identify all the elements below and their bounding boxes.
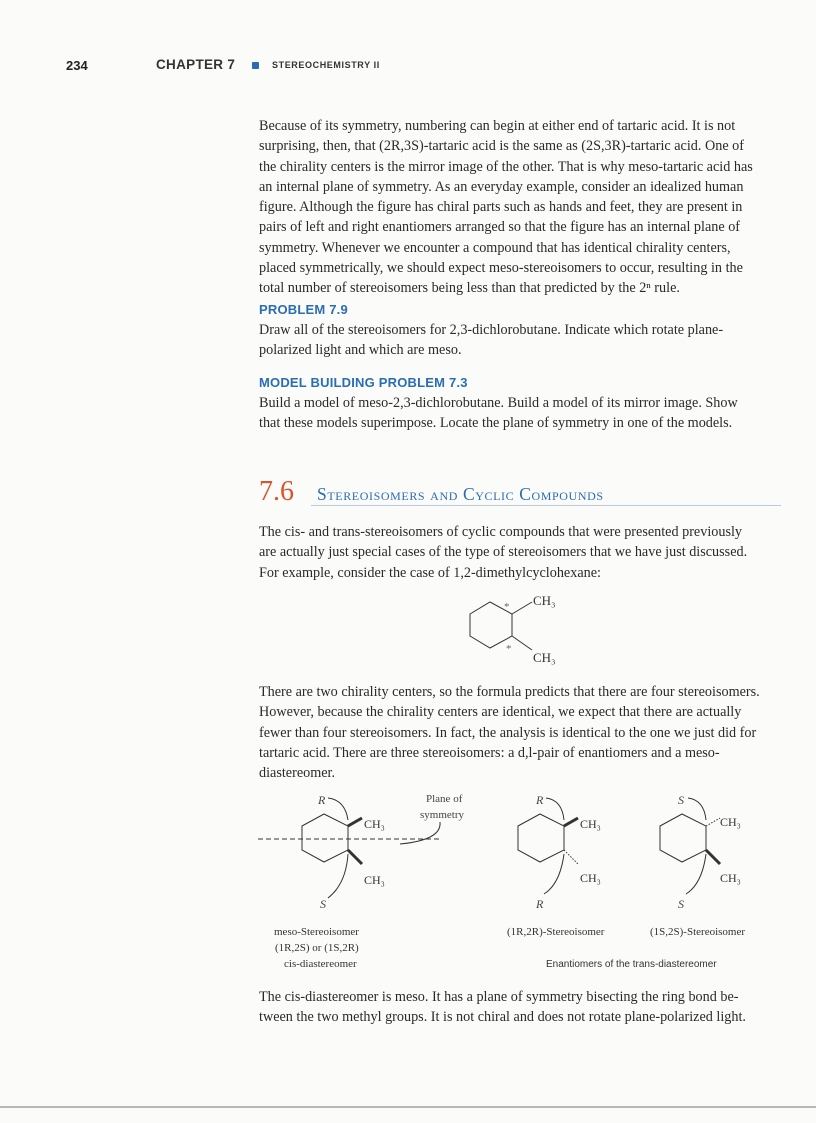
rr-ch3-top: CH₃ bbox=[580, 817, 601, 831]
ss-bottom-label: S bbox=[678, 897, 684, 911]
text-line: placed symmetrically, we should expect meso-stereoisomers to occur, resulting in the bbox=[259, 260, 743, 277]
caption-ss: (1S,2S)-Stereoisomer bbox=[650, 926, 746, 938]
section-heading bbox=[259, 478, 769, 508]
rr-hash-bottom bbox=[564, 850, 578, 864]
rr-ring bbox=[518, 814, 564, 862]
section-intro-paragraph bbox=[259, 522, 767, 583]
text-line: There are two chirality centers, so the formula predicts that there are four stereoisomers. bbox=[259, 684, 760, 700]
text-line: Draw all of the stereoisomers for 2,3-dichlorobutane. Indicate which rotate plane- bbox=[259, 322, 724, 338]
text-line: fewer than four stereoisomers. In fact, the analysis is identical to the one we just did for bbox=[259, 724, 757, 741]
section-title: Stereoisomers and Cyclic Compounds bbox=[317, 484, 604, 504]
text-line: For example, consider the case of 1,2-dimethylcyclohexane: bbox=[259, 564, 601, 581]
plane-pointer-arrow bbox=[400, 822, 440, 844]
problem-text bbox=[259, 320, 767, 361]
ss-hash-top bbox=[706, 818, 720, 826]
ss-top-arrow bbox=[688, 798, 706, 820]
chirality-paragraph bbox=[259, 682, 767, 783]
text-line: The cis- and trans-stereoisomers of cyclic compounds that were presented previously bbox=[259, 524, 743, 540]
problem-heading: PROBLEM 7.9 bbox=[259, 302, 348, 317]
text-line: figure. Although the figure has chiral parts such as hands and feet, they are present in bbox=[259, 199, 743, 216]
header-bullet-icon bbox=[252, 62, 259, 69]
ch3-label-bottom: CH₃ bbox=[533, 650, 556, 665]
rr-isomer bbox=[518, 793, 601, 911]
dimethylcyclohexane-figure bbox=[440, 586, 580, 672]
text-line: Build a model of meso-2,3-dichlorobutane. Build a model of its mirror image. Show bbox=[259, 395, 738, 411]
running-title: STEREOCHEMISTRY II bbox=[272, 60, 380, 70]
text-line: symmetry. Whenever we encounter a compound that has identical chirality centers, bbox=[259, 239, 731, 256]
section-rule bbox=[311, 505, 781, 506]
ss-isomer bbox=[660, 793, 741, 911]
rr-bottom-label: R bbox=[536, 897, 544, 911]
meso-isomer bbox=[258, 793, 464, 911]
methyl-bond-top bbox=[512, 602, 532, 614]
text-line: the chirality centers is the mirror image of the other. That is why meso-tartaric acid has bbox=[259, 158, 753, 175]
model-problem-heading: MODEL BUILDING PROBLEM 7.3 bbox=[259, 375, 468, 390]
text-line: tartaric acid. There are three stereoisomers: a d,l-pair of enantiomers and a meso- bbox=[259, 744, 720, 761]
page-bottom-rule bbox=[0, 1106, 816, 1108]
ch3-label-top: CH₃ bbox=[533, 593, 556, 608]
rr-bottom-arrow bbox=[544, 854, 564, 894]
chapter-label: CHAPTER 7 bbox=[156, 57, 236, 72]
plane-label-1: Plane of bbox=[426, 793, 463, 805]
chirality-star-bottom: * bbox=[506, 643, 512, 655]
closing-paragraph bbox=[259, 987, 767, 1028]
text-line: that these models superimpose. Locate the plane of symmetry in one of the models. bbox=[259, 415, 733, 432]
rr-top-label: R bbox=[536, 793, 544, 807]
running-header bbox=[0, 58, 816, 78]
caption-meso-2: (1R,2S) or (1S,2R) bbox=[275, 942, 359, 954]
ss-wedge-bottom bbox=[706, 850, 720, 864]
intro-paragraph bbox=[259, 116, 767, 299]
text-line: tween the two methyl groups. It is not chiral and does not rotate plane-polarized light. bbox=[259, 1009, 746, 1026]
chirality-star-top: * bbox=[504, 601, 510, 613]
rr-top-arrow bbox=[546, 798, 564, 820]
meso-top-arrow bbox=[328, 798, 348, 820]
caption-rr: (1R,2R)-Stereoisomer bbox=[507, 926, 605, 938]
text-line: surprising, then, that (2R,3S)-tartaric acid is the same as (2S,3R)-tartaric acid. One of bbox=[259, 138, 744, 155]
methyl-bond-bottom bbox=[512, 636, 532, 650]
text-line: an internal plane of symmetry. As an everyday example, consider an idealized human bbox=[259, 178, 744, 195]
text-line: pairs of left and right enantiomers arranged so that the figure has an internal plane of bbox=[259, 219, 741, 236]
text-line: are actually just special cases of the type of stereoisomers that we have just discussed. bbox=[259, 544, 748, 561]
page-number: 234 bbox=[66, 58, 88, 73]
stereoisomers-figure bbox=[250, 784, 770, 924]
text-line: diastereomer. bbox=[259, 765, 336, 782]
text-line: polarized light and which are meso. bbox=[259, 342, 462, 359]
caption-meso-1: meso-Stereoisomer bbox=[274, 926, 359, 938]
plane-label-2: symmetry bbox=[420, 809, 464, 821]
meso-ch3-top: CH₃ bbox=[364, 817, 385, 831]
meso-ring bbox=[302, 814, 348, 862]
meso-bottom-label: S bbox=[320, 897, 326, 911]
ss-ch3-bottom: CH₃ bbox=[720, 871, 741, 885]
caption-meso-3: cis-diastereomer bbox=[284, 958, 357, 970]
rr-ch3-bottom: CH₃ bbox=[580, 871, 601, 885]
ss-top-label: S bbox=[678, 793, 684, 807]
ss-ring bbox=[660, 814, 706, 862]
meso-bottom-arrow bbox=[328, 854, 348, 898]
caption-enantiomers: Enantiomers of the trans-diastereomer bbox=[546, 959, 717, 970]
text-line: However, because the chirality centers are identical, we expect that there are actually bbox=[259, 704, 742, 721]
meso-wedge-bottom bbox=[348, 850, 362, 864]
ss-ch3-top: CH₃ bbox=[720, 815, 741, 829]
meso-top-label: R bbox=[318, 793, 326, 807]
meso-ch3-bottom: CH₃ bbox=[364, 873, 385, 887]
meso-wedge-top bbox=[348, 818, 362, 826]
text-line: The cis-diastereomer is meso. It has a plane of symmetry bisecting the ring bond be- bbox=[259, 989, 739, 1005]
model-problem-text bbox=[259, 393, 767, 434]
ss-bottom-arrow bbox=[686, 854, 706, 894]
section-number: 7.6 bbox=[259, 476, 294, 507]
rr-wedge-top bbox=[564, 818, 578, 826]
text-line: total number of stereoisomers being less than that predicted by the 2ⁿ rule. bbox=[259, 280, 680, 297]
text-line: Because of its symmetry, numbering can begin at either end of tartaric acid. It is not bbox=[259, 118, 736, 134]
